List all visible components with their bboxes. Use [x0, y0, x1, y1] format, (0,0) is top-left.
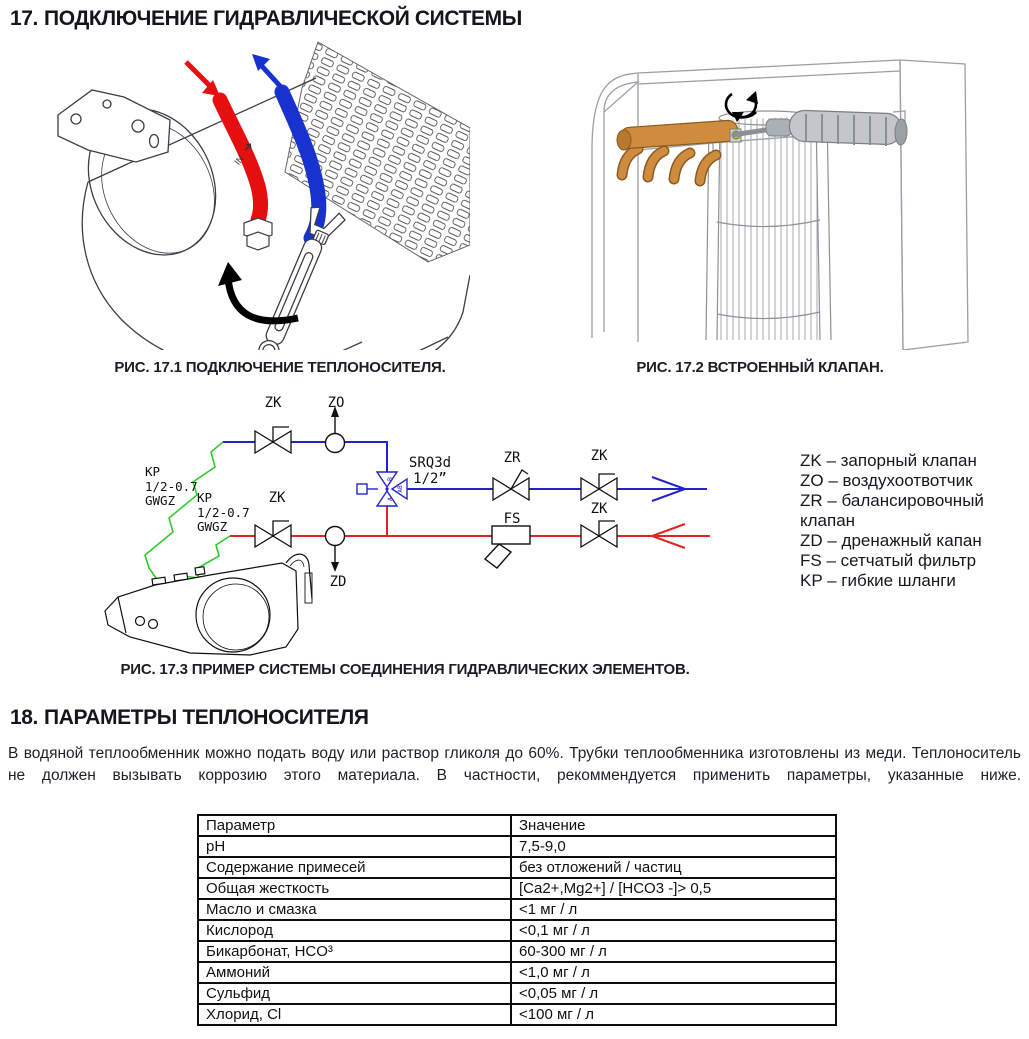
port-a-label: A: [386, 497, 394, 501]
zk-valve-bottom-left: [255, 521, 291, 547]
red-flow-arrow-icon: [186, 62, 220, 96]
parameters-table: [197, 814, 837, 1026]
fan-coil-unit-sketch: [105, 554, 312, 655]
param-cell: Аммоний: [198, 962, 511, 983]
value-cell: <1 мг / л: [511, 899, 836, 920]
fig-17-3-hydraulic-schematic: [100, 385, 810, 670]
value-cell: <0,05 мг / л: [511, 983, 836, 1004]
legend-item-zr: ZR – балансировочный клапан: [800, 491, 984, 530]
legend-item-zo: ZO – воздухоотвотчик: [800, 471, 973, 490]
zk-valve-top-right: [581, 474, 617, 500]
mounting-bracket: [58, 90, 170, 162]
table-row: [198, 899, 836, 920]
kp1-line3: GWGZ: [145, 493, 176, 508]
section-17-title: ПОДКЛЮЧЕНИЕ ГИДРАВЛИЧЕСКОЙ СИСТЕМЫ: [44, 7, 522, 30]
legend-item-zk: ZK – запорный клапан: [800, 451, 977, 470]
kp1-line1: KP: [145, 464, 161, 479]
zk-valve-top-left: [255, 427, 291, 453]
srq3d-three-way-valve: [357, 472, 407, 506]
param-cell: Бикарбонат, HCO³: [198, 941, 511, 962]
in-label: IN: [232, 153, 246, 167]
zr-balancing-valve: [493, 470, 529, 500]
blue-flow-arrow-icon: [252, 54, 280, 86]
kp1-line2: 1/2-0.7: [145, 479, 198, 494]
zo-label: ZO: [327, 395, 345, 411]
zk-valve-bottom-right: [581, 521, 617, 547]
zd-drain: [326, 527, 345, 573]
fs-strainer: [485, 526, 530, 568]
coil-cylinder: [706, 111, 831, 340]
value-cell: без отложений / частиц: [511, 857, 836, 878]
kp2-line1: KP: [197, 490, 213, 505]
table-row: [198, 878, 836, 899]
table-row: [198, 941, 836, 962]
section-17-heading: [10, 7, 522, 31]
kp-labels: [145, 464, 250, 534]
red-fitting-nut: [244, 218, 272, 250]
table-row: [198, 962, 836, 983]
table-row: [198, 920, 836, 941]
fig-17-1-heat-exchanger-drawing: [30, 40, 470, 350]
port-ab-label: AB: [397, 485, 404, 493]
fs-label: FS: [503, 511, 521, 527]
header-value: Значение: [511, 815, 836, 836]
red-pipe-lines: [230, 506, 710, 548]
section-18-paragraph: В водяной теплообменник можно подать воду или раствор гликоля до 60%. Трубки теплообменника изготовлены из меди. Теплоноситель не должен вызывать коррозию этого материала. В частности, рекоммендуется применить параметры, указанные ниже.: [8, 745, 1021, 784]
table-row: [198, 983, 836, 1004]
legend-item-kp: KP – гибкие шланги: [800, 571, 956, 590]
table-header-row: [198, 815, 836, 836]
fig-17-2-built-in-valve-drawing: [580, 50, 980, 350]
header-parameter: Параметр: [198, 815, 511, 836]
value-cell: 60-300 мг / л: [511, 941, 836, 962]
blue-pipe-lines: [223, 442, 707, 501]
section-18-title: ПАРАМЕТРЫ ТЕПЛОНОСИТЕЛЯ: [44, 706, 369, 729]
legend-item-zd: ZD – дренажный капан: [800, 531, 982, 550]
zk-label-2: ZK: [268, 490, 286, 506]
value-cell: <1,0 мг / л: [511, 962, 836, 983]
zk-label-3: ZK: [590, 448, 608, 464]
section-17-number: 17.: [10, 7, 38, 30]
kp2-line3: GWGZ: [197, 519, 228, 534]
port-b-label: B: [386, 477, 394, 481]
value-cell: 7,5-9,0: [511, 836, 836, 857]
fig-17-1-caption: РИС. 17.1 ПОДКЛЮЧЕНИЕ ТЕПЛОНОСИТЕЛЯ.: [114, 359, 446, 376]
fig-17-3-caption: РИС. 17.3 ПРИМЕР СИСТЕМЫ СОЕДИНЕНИЯ ГИДРАВЛИЧЕСКИХ ЭЛЕМЕНТОВ.: [120, 661, 690, 678]
schematic-labels: [265, 395, 608, 590]
screw-rotation-arrow-icon: [726, 91, 758, 122]
kp2-line2: 1/2-0.7: [197, 505, 250, 520]
param-cell: Хлорид, Cl: [198, 1004, 511, 1025]
value-cell: <100 мг / л: [511, 1004, 836, 1025]
param-cell: Общая жесткость: [198, 878, 511, 899]
zd-label: ZD: [329, 574, 347, 590]
table-row: [198, 857, 836, 878]
zr-label: ZR: [503, 450, 521, 466]
section-18-number: 18.: [10, 706, 38, 729]
param-cell: Масло и смазка: [198, 899, 511, 920]
valve-size-label: 1/2”: [413, 471, 447, 487]
value-cell: [Ca2+,Mg2+] / [HCO3 -]> 0,5: [511, 878, 836, 899]
value-cell: <0,1 мг / л: [511, 920, 836, 941]
param-cell: Кислород: [198, 920, 511, 941]
legend-item-fs: FS – сетчатый фильтр: [800, 551, 977, 570]
table-row: [198, 836, 836, 857]
schematic-legend: [800, 451, 996, 591]
param-cell: pH: [198, 836, 511, 857]
fig-17-2-caption: РИС. 17.2 ВСТРОЕННЫЙ КЛАПАН.: [636, 359, 884, 376]
param-cell: Сульфид: [198, 983, 511, 1004]
zk-label-4: ZK: [590, 501, 608, 517]
zo-air-vent: [326, 406, 345, 453]
param-cell: Содержание примесей: [198, 857, 511, 878]
section-18-heading: [10, 706, 369, 730]
table-row: [198, 1004, 836, 1025]
zk-label-1: ZK: [264, 395, 282, 411]
valve-model-label: SRQ3d: [408, 455, 452, 471]
